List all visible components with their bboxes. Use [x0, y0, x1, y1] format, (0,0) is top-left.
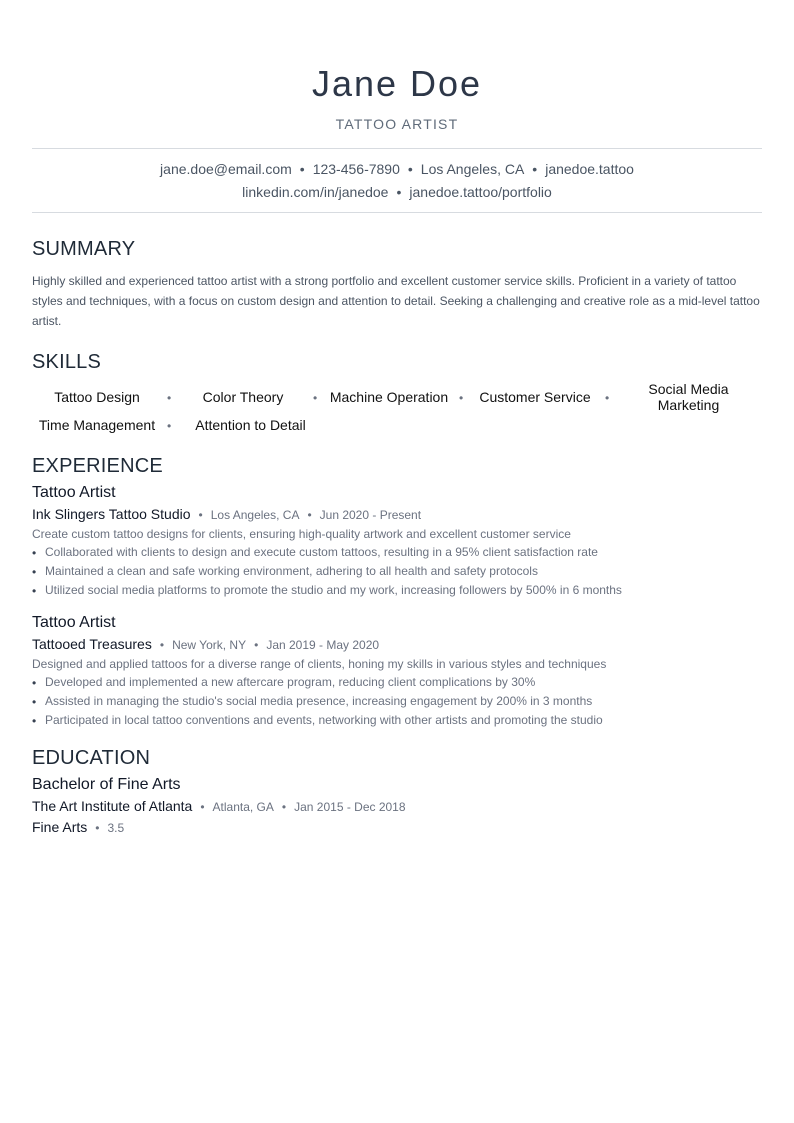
contact-location: Los Angeles, CA [420, 161, 525, 177]
job-meta [32, 634, 762, 655]
contact-portfolio[interactable]: janedoe.tattoo/portfolio [409, 184, 552, 200]
experience-section [32, 454, 762, 730]
skill-item: Time Management [38, 417, 156, 433]
job-bullet: • Participated in local tattoo conventions and events, networking with other artists and promoting the studio [32, 711, 762, 730]
contact-info [0, 149, 794, 212]
job-role: Tattoo Artist [32, 614, 116, 631]
contact-line-2 [0, 181, 794, 204]
job-entry [32, 482, 762, 600]
education-field: Fine Arts [32, 819, 88, 835]
job-meta [32, 504, 762, 525]
education-location: Atlanta, GA [212, 800, 274, 814]
candidate-title: TATTOO ARTIST [335, 116, 459, 132]
job-bullets [32, 673, 762, 730]
job-dates: Jun 2020 - Present [319, 508, 422, 522]
candidate-name: Jane Doe [311, 63, 483, 104]
contact-email[interactable]: jane.doe@email.com [160, 161, 292, 177]
contact-phone[interactable]: 123-456-7890 [312, 161, 400, 177]
skills-section [32, 350, 762, 442]
contact-separator: • [299, 161, 305, 177]
meta-separator: • [200, 800, 205, 814]
skill-separator: • [605, 391, 610, 405]
job-role: Tattoo Artist [32, 484, 116, 501]
meta-separator: • [159, 638, 165, 652]
job-company: Tattooed Treasures [32, 636, 152, 652]
skill-item: Tattoo Design [54, 389, 140, 405]
resume-header [0, 0, 794, 132]
education-meta [32, 796, 762, 817]
contact-linkedin[interactable]: linkedin.com/in/janedoe [242, 184, 389, 200]
skill-separator: • [459, 391, 464, 405]
job-bullet: • Utilized social media platforms to promote the studio and my work, increasing followers by 500% in 6 months [32, 581, 762, 600]
job-bullet: • Assisted in managing the studio's social media presence, increasing engagement by 200% in 3 months [32, 692, 762, 711]
job-description: Create custom tattoo designs for clients, ensuring high-quality artwork and excellent customer service [32, 527, 571, 541]
job-bullet: • Maintained a clean and safe working environment, adhering to all health and safety protocols [32, 562, 762, 581]
experience-heading: EXPERIENCE [32, 455, 163, 477]
summary-text: Highly skilled and experienced tattoo artist with a strong portfolio and excellent customer service skills. Proficient in a variety of tattoo styles and techniques, with a focus on custom design and attention to detail. Seeking a challenging and creative role as a mid-level tattoo artist. [32, 274, 760, 328]
contact-divider [32, 212, 762, 213]
education-entry [32, 774, 762, 838]
contact-separator: • [396, 184, 402, 200]
job-location: Los Angeles, CA [210, 508, 300, 522]
meta-separator: • [254, 638, 259, 652]
skills-grid [32, 382, 762, 442]
job-description: Designed and applied tattoos for a diverse range of clients, honing my skills in various styles and techniques [32, 657, 607, 671]
education-degree: Bachelor of Fine Arts [32, 776, 181, 793]
education-section [32, 746, 762, 838]
job-bullet: • Collaborated with clients to design and execute custom tattoos, resulting in a 95% client satisfaction rate [32, 543, 762, 562]
contact-separator: • [407, 161, 413, 177]
meta-separator: • [198, 508, 203, 522]
meta-separator: • [95, 821, 100, 835]
meta-separator: • [307, 508, 312, 522]
summary-section [32, 237, 762, 331]
skill-item: Social Media Marketing [648, 381, 729, 413]
skill-separator: • [167, 391, 172, 405]
contact-separator: • [532, 161, 538, 177]
summary-heading: SUMMARY [32, 238, 136, 260]
job-company: Ink Slingers Tattoo Studio [32, 506, 191, 522]
meta-separator: • [281, 800, 287, 814]
job-bullet: • Developed and implemented a new aftercare program, reducing client complications by 30% [32, 673, 762, 692]
education-gpa: 3.5 [107, 821, 125, 835]
education-school: The Art Institute of Atlanta [32, 798, 193, 814]
education-heading: EDUCATION [32, 747, 151, 769]
job-bullets [32, 543, 762, 600]
skills-heading: SKILLS [32, 351, 102, 373]
skill-item: Machine Operation [329, 389, 449, 405]
job-entry [32, 612, 762, 730]
skill-separator: • [167, 419, 172, 433]
job-dates: Jan 2019 - May 2020 [266, 638, 380, 652]
contact-line-1 [0, 158, 794, 181]
education-field-row [32, 817, 762, 838]
skill-item: Attention to Detail [195, 417, 306, 433]
contact-website[interactable]: janedoe.tattoo [545, 161, 634, 177]
education-dates: Jan 2015 - Dec 2018 [294, 800, 406, 814]
skill-item: Color Theory [202, 389, 284, 405]
skill-item: Customer Service [479, 389, 591, 405]
job-location: New York, NY [172, 638, 247, 652]
skill-separator: • [313, 391, 318, 405]
